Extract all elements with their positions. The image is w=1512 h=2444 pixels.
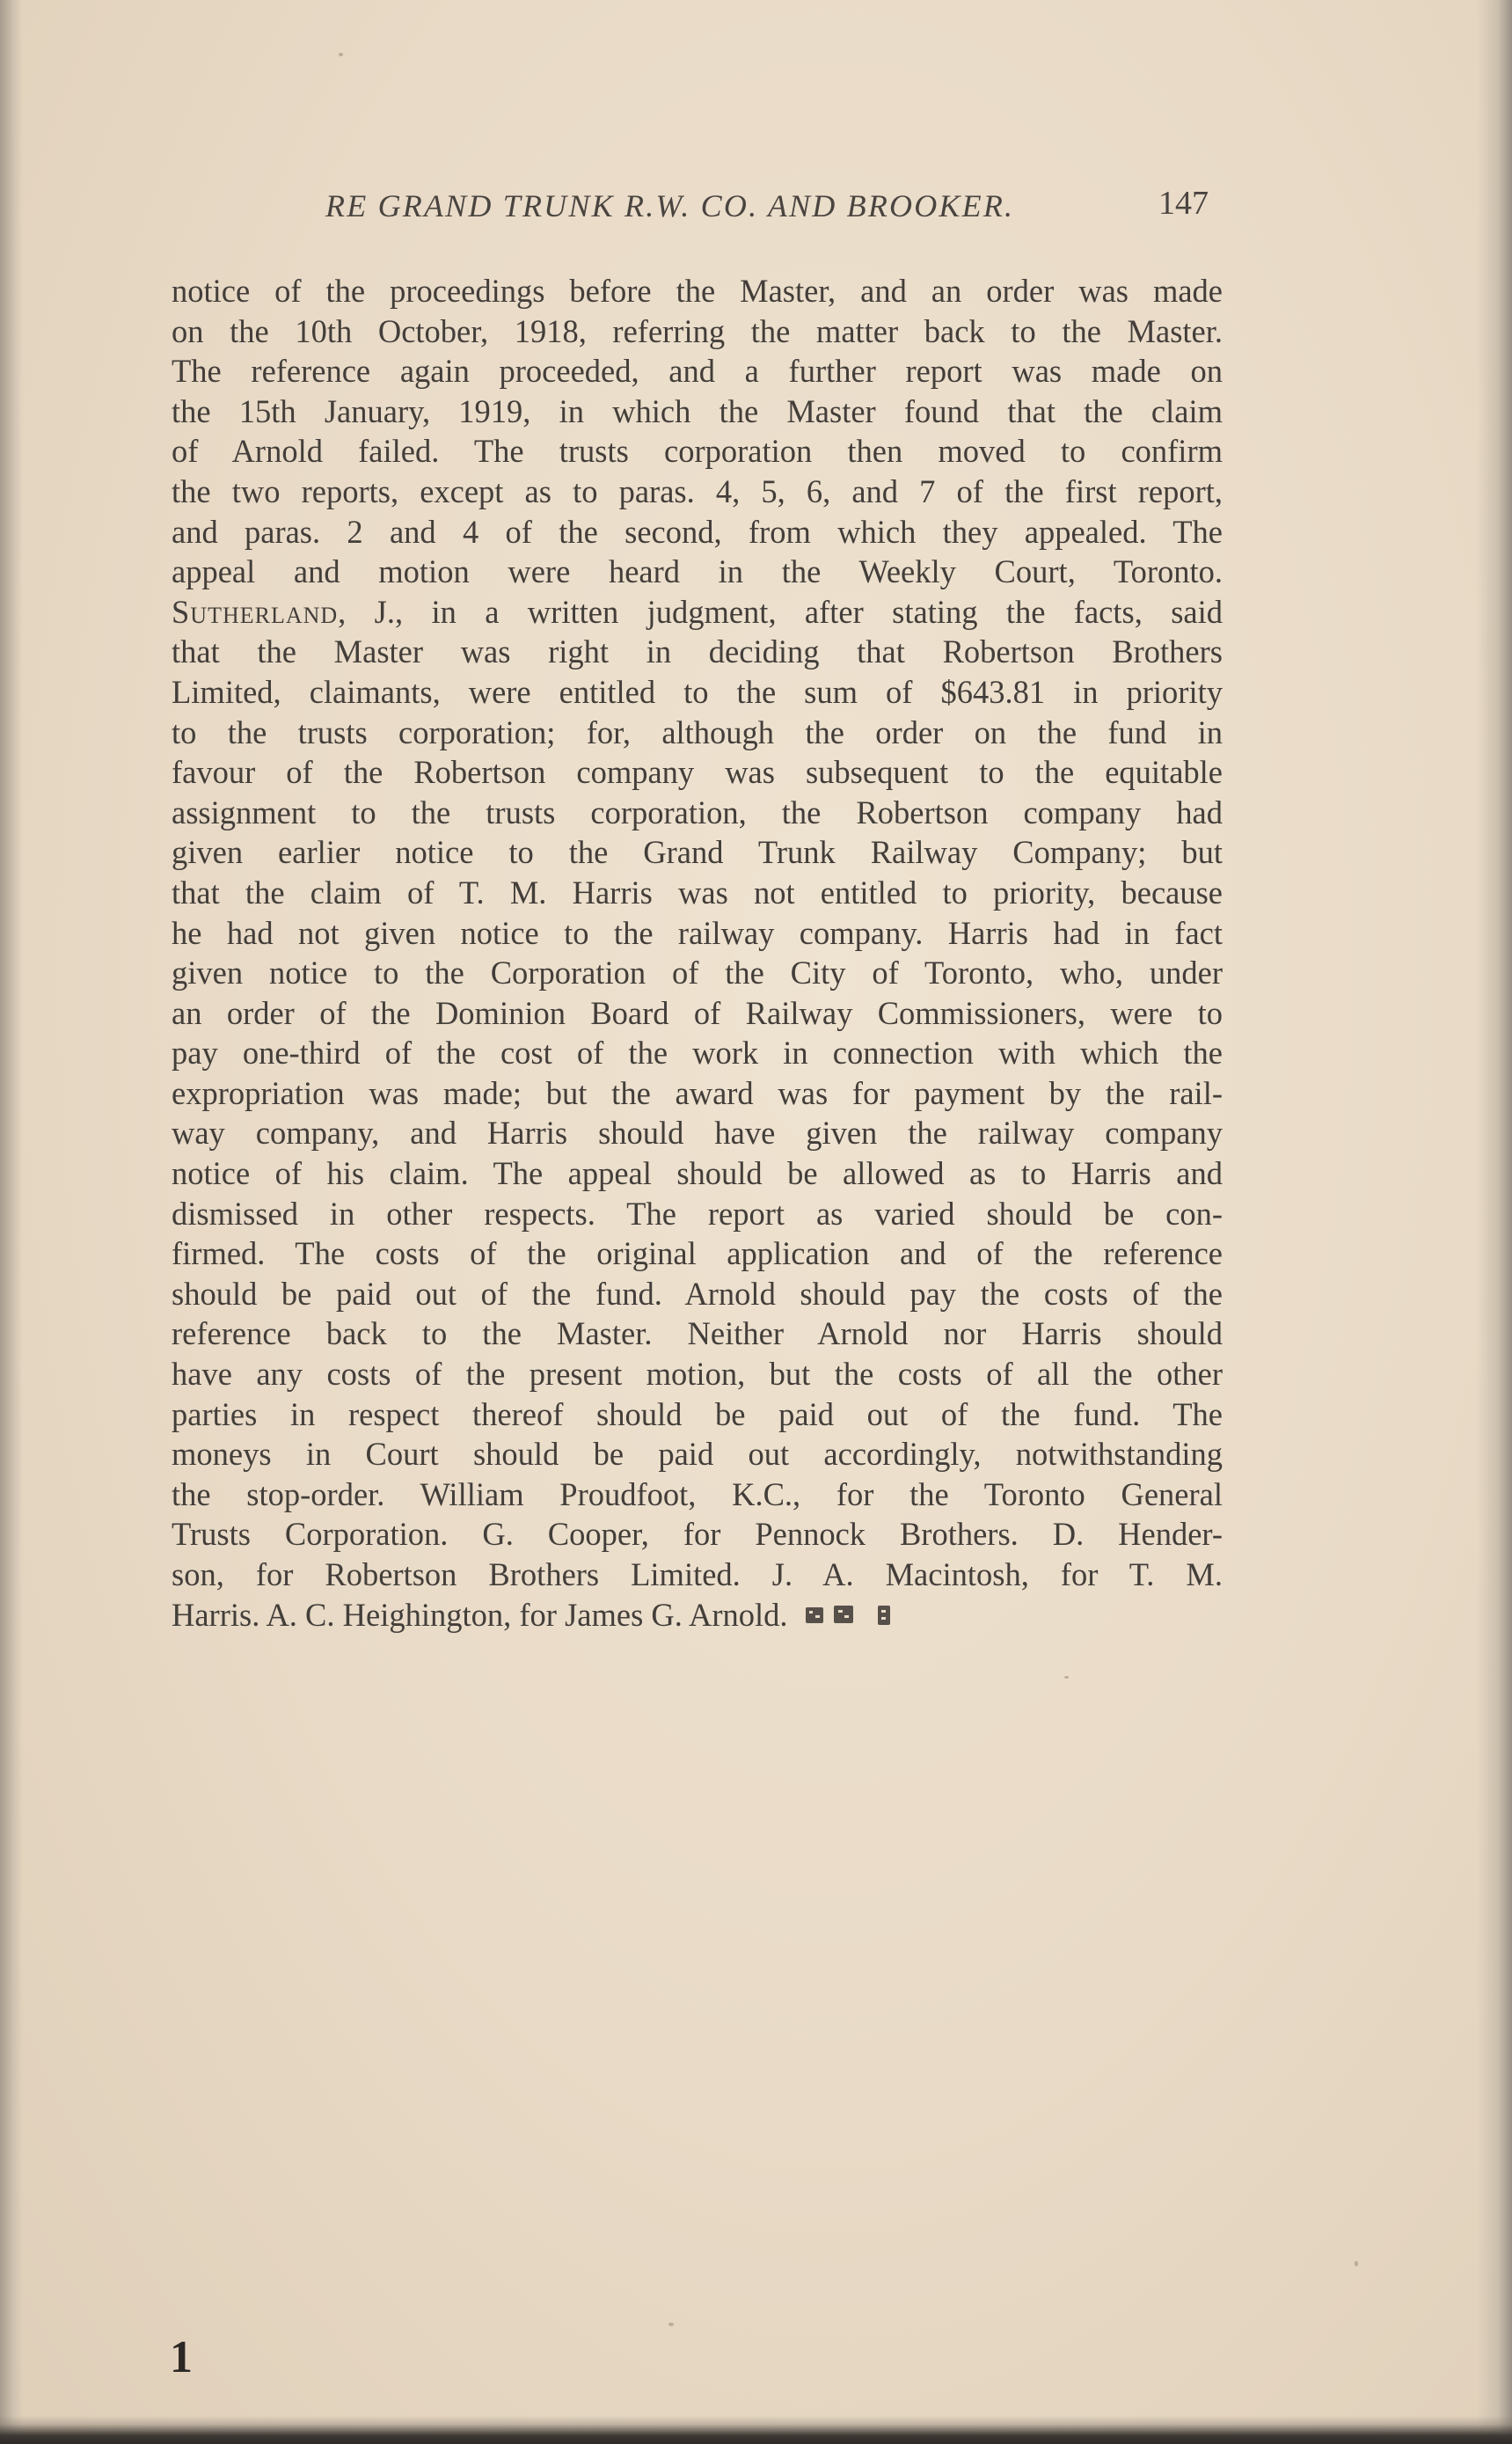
right-page-edge <box>1477 0 1512 2444</box>
text-line: way company, and Harris should have given the railway company <box>172 1115 1223 1152</box>
text-line: given earlier notice to the Grand Trunk Railway Company; but <box>172 834 1223 871</box>
paper-speck <box>1355 2261 1358 2266</box>
text-line: Trusts Corporation. G. Cooper, for Pennock Brothers. D. Hender- <box>172 1516 1223 1553</box>
text-line: have any costs of the present motion, but the costs of all the other <box>172 1356 1223 1393</box>
bottom-page-edge <box>0 2416 1512 2444</box>
text-line: moneys in Court should be paid out accordingly, notwithstanding <box>172 1436 1223 1473</box>
text-line: should be paid out of the fund. Arnold should pay the costs of the <box>172 1275 1223 1312</box>
text-line <box>172 592 1223 633</box>
text-line: that the Master was right in deciding that Robertson Brothers <box>172 633 1223 670</box>
text-line: on the 10th October, 1918, referring the matter back to the Master. <box>172 312 1223 349</box>
text-line: parties in respect thereof should be paid out of the fund. The <box>172 1395 1223 1432</box>
final-line-text: Harris. A. C. Heighington, for James G. Arnold. <box>172 1596 788 1633</box>
left-page-edge <box>0 0 23 2444</box>
running-title: RE GRAND TRUNK R.W. CO. AND BROOKER. <box>325 188 1015 223</box>
text-line: that the claim of T. M. Harris was not entitled to priority, because <box>172 874 1223 911</box>
text-line: the two reports, except as to paras. 4, 5, 6, and 7 of the first report, <box>172 472 1223 509</box>
text-line: pay one-third of the cost of the work in connection with which the <box>172 1035 1223 1072</box>
text-line: to the trusts corporation; for, although the order on the fund in <box>172 713 1223 750</box>
text-line <box>172 1595 1223 1635</box>
text-line: reference back to the Master. Neither Arnold nor Harris should <box>172 1315 1223 1352</box>
paper-speck <box>1064 1676 1069 1679</box>
text-line: expropriation was made; but the award was for payment by the rail- <box>172 1074 1223 1111</box>
text-line: notice of his claim. The appeal should be allowed as to Harris and <box>172 1155 1223 1192</box>
text-line: given notice to the Corporation of the City of Toronto, who, under <box>172 955 1223 992</box>
page-number: 147 <box>1158 185 1209 222</box>
margin-mark: 1 <box>170 2332 193 2382</box>
text-line: the stop-order. William Proudfoot, K.C., for the Toronto General <box>172 1475 1223 1512</box>
text-line: Limited, claimants, were entitled to the sum of $643.81 in priority <box>172 673 1223 710</box>
paper-speck <box>668 2323 674 2326</box>
text-line: dismissed in other respects. The report as varied should be con- <box>172 1195 1223 1232</box>
text-line: son, for Robertson Brothers Limited. J. A. Macintosh, for T. M. <box>172 1556 1223 1592</box>
body-paragraph <box>172 271 1223 1635</box>
text-line: appeal and motion were heard in the Weekly Court, Toronto. <box>172 553 1223 590</box>
text-line-rest: , J., in a written judgment, after stating the facts, said <box>338 593 1223 630</box>
text-line: and paras. 2 and 4 of the second, from which they appealed. The <box>172 513 1223 550</box>
text-line: the 15th January, 1919, in which the Master found that the claim <box>172 392 1223 429</box>
printers-mark-icon <box>804 1598 906 1638</box>
text-line: assignment to the trusts corporation, the Robertson company had <box>172 794 1223 831</box>
text-line: notice of the proceedings before the Master, and an order was made <box>172 273 1223 309</box>
text-line: an order of the Dominion Board of Railway Commissioners, were to <box>172 994 1223 1031</box>
text-line: he had not given notice to the railway company. Harris had in fact <box>172 914 1223 951</box>
text-line: firmed. The costs of the original application and of the reference <box>172 1235 1223 1272</box>
text-line: favour of the Robertson company was subsequent to the equitable <box>172 754 1223 791</box>
paper-speck <box>339 53 343 56</box>
text-line: of Arnold failed. The trusts corporation then moved to confirm <box>172 433 1223 470</box>
text-line: The reference again proceeded, and a further report was made on <box>172 353 1223 390</box>
judge-name: Sutherland <box>172 593 339 630</box>
